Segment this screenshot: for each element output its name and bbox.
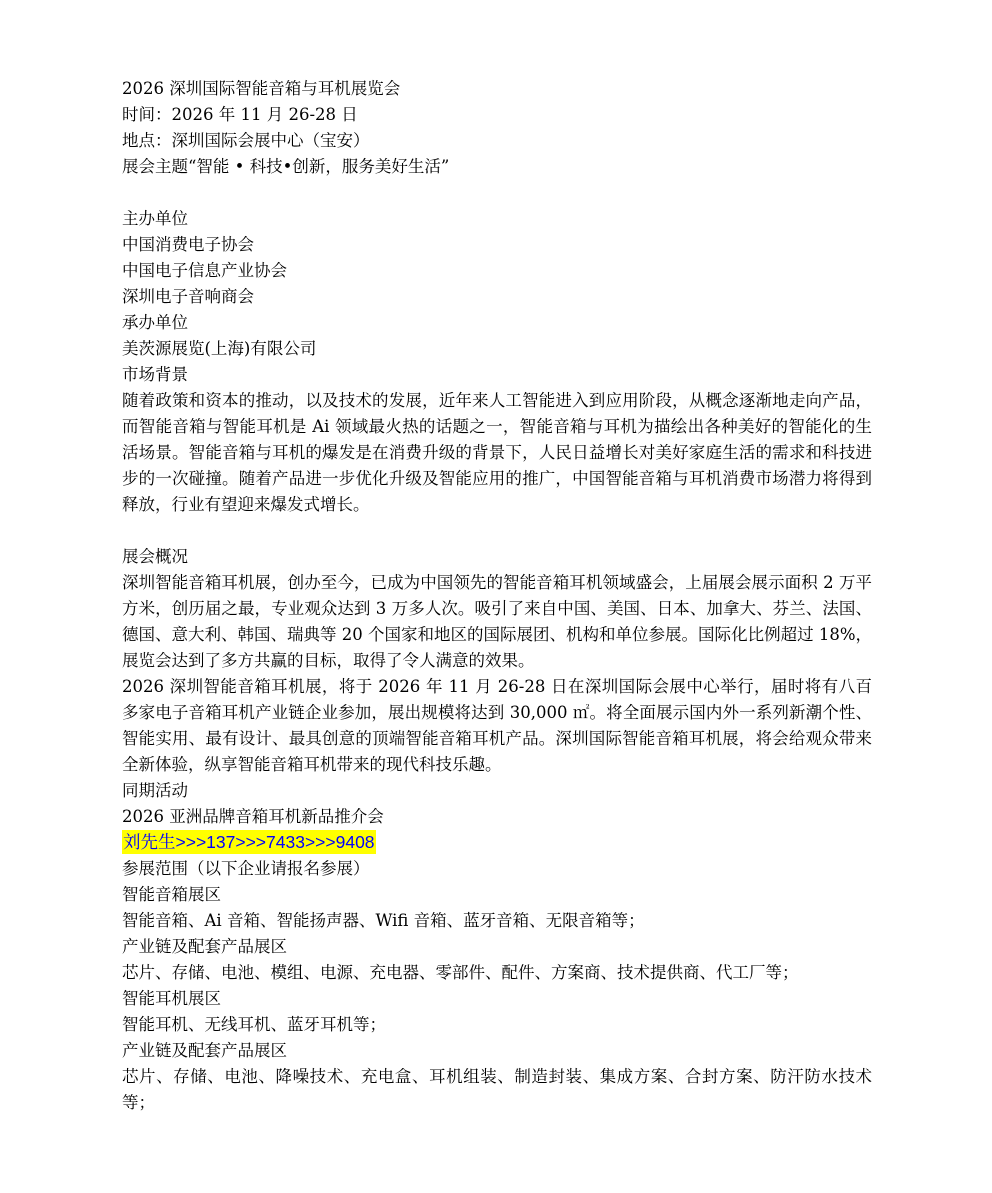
contact-line bbox=[122, 830, 872, 856]
undertaker-name: 美茨源展览(上海)有限公司 bbox=[122, 339, 317, 358]
zone-name: 智能音箱展区 bbox=[122, 885, 221, 904]
spacer bbox=[122, 518, 872, 544]
overview-paragraph-2: 2026 深圳智能音箱耳机展，将于 2026 年 11 月 26-28 日在深圳国际会展中心举行，届时将有八百多家电子音箱耳机产业链企业参加，展出规模将达到 30,000 ㎡。将全面展示国内外一系列新潮个性、智能实用、最有设计、最具创意的顶端智能音箱耳机产品。深圳国际智能音箱耳机展，将会给观众带来全新体验，纵享智能音箱耳机带来的现代科技乐趣。 bbox=[122, 677, 872, 774]
zone-items: 芯片、存储、电池、降噪技术、充电盒、耳机组装、制造封装、集成方案、合封方案、防汗防水技术等； bbox=[122, 1067, 872, 1112]
event-item: 2026 亚洲品牌音箱耳机新品推介会 bbox=[122, 807, 384, 826]
organizer-item: 中国电子信息产业协会 bbox=[122, 261, 287, 280]
zone-name: 产业链及配套产品展区 bbox=[122, 937, 287, 956]
scope-heading: 参展范围（以下企业请报名参展） bbox=[122, 859, 370, 878]
zone-items: 智能音箱、Ai 音箱、智能扬声器、Wifi 音箱、蓝牙音箱、无限音箱等； bbox=[122, 911, 645, 930]
document-page bbox=[122, 76, 872, 1116]
overview-heading: 展会概况 bbox=[122, 547, 188, 566]
undertaker-heading: 承办单位 bbox=[122, 313, 188, 332]
market-paragraph: 随着政策和资本的推动，以及技术的发展，近年来人工智能进入到应用阶段，从概念逐渐地走向产品，而智能音箱与智能耳机是 Ai 领域最火热的话题之一，智能音箱与耳机为描绘出各种美好的智能化的生活场景。智能音箱与耳机的爆发是在消费升级的背景下，人民日益增长对美好家庭生活的需求和科技进步的一次碰撞。随着产品进一步优化升级及智能应用的推广，中国智能音箱与耳机消费市场潜力将得到释放，行业有望迎来爆发式增长。 bbox=[122, 391, 872, 514]
overview-paragraph-1: 深圳智能音箱耳机展，创办至今，已成为中国领先的智能音箱耳机领域盛会，上届展会展示面积 2 万平方米，创历届之最，专业观众达到 3 万多人次。吸引了来自中国、美国、日本、加拿大、芬兰、法国、德国、意大利、韩国、瑞典等 20 个国家和地区的国际展团、机构和单位参展。国际化比例超过 18%，展览会达到了多方共赢的目标，取得了令人满意的效果。 bbox=[122, 573, 872, 670]
zone-items: 芯片、存储、电池、模组、电源、充电器、零部件、配件、方案商、技术提供商、代工厂等； bbox=[122, 963, 799, 982]
events-heading: 同期活动 bbox=[122, 781, 188, 800]
zone-items: 智能耳机、无线耳机、蓝牙耳机等； bbox=[122, 1015, 386, 1034]
market-heading: 市场背景 bbox=[122, 365, 188, 384]
spacer bbox=[122, 180, 872, 206]
contact-highlight: 刘先生>>>137>>>7433>>>9408 bbox=[123, 832, 375, 852]
organizer-item: 中国消费电子协会 bbox=[122, 235, 254, 254]
organizer-item: 深圳电子音响商会 bbox=[122, 287, 254, 306]
zone-name: 产业链及配套产品展区 bbox=[122, 1041, 287, 1060]
expo-theme: 展会主题“智能 • 科技•创新，服务美好生活” bbox=[122, 157, 450, 176]
expo-location: 地点：深圳国际会展中心（宝安） bbox=[122, 131, 370, 150]
organizers-heading: 主办单位 bbox=[122, 209, 188, 228]
expo-time: 时间：2026 年 11 月 26-28 日 bbox=[122, 105, 358, 124]
zone-name: 智能耳机展区 bbox=[122, 989, 221, 1008]
expo-title: 2026 深圳国际智能音箱与耳机展览会 bbox=[122, 79, 401, 98]
